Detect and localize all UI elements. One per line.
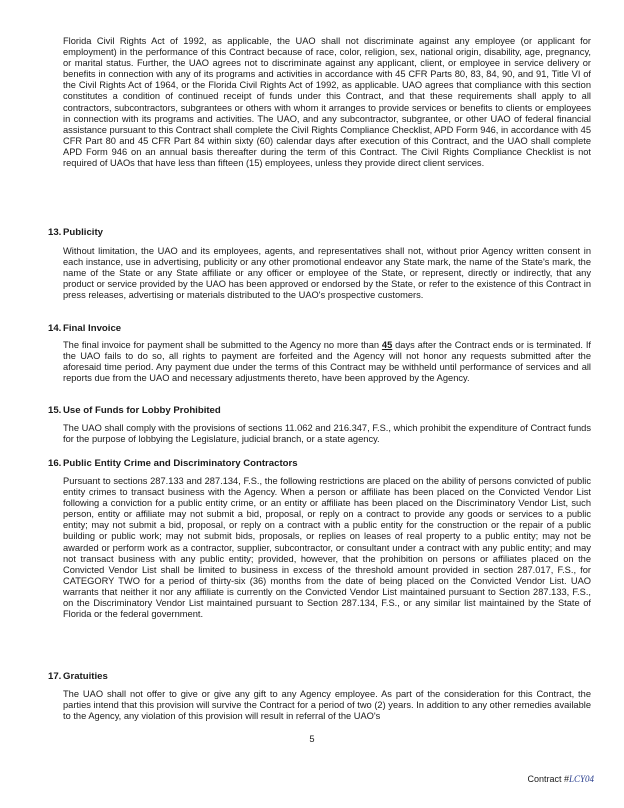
lobby-funds-paragraph: The UAO shall comply with the provisions of sections 11.062 and 216.347, F.S., which prohibit the expenditure of Contract funds for the purpose of lobbying the Legislature, judicial branch, or a state agency.: [63, 423, 591, 445]
section-number: 16.: [48, 458, 62, 469]
section-title: Public Entity Crime and Discriminatory Contractors: [63, 458, 298, 469]
public-entity-crime-paragraph: Pursuant to sections 287.133 and 287.134, F.S., the following restrictions are placed on the ability of persons convicted of public entity crimes to transact business with the Agency. When a person or affiliate has been placed on the Convicted Vendor List following a conviction for a public entity crime, or an entity or affiliate has been placed on the Discriminatory Vendor List, such person, entity or affiliate may not submit a bid, proposal, or reply on a contract to provide any goods or services to a public entity; may not submit a bid, proposal, or reply on a contract with a public entity for the construction or the repair of a public building or public work; may not submit bids, proposals, or replies on leases of real property to a public entity; may not be awarded or perform work as a contractor, supplier, subcontractor, or consultant under a contract with any public entity; and may not transact business with any public entity; provided, however, that the prohibition on persons or affiliates placed on the Convicted Vendor List shall be limited to business in excess of the threshold amount provided in section 287.017, F.S., for CATEGORY TWO for a period of thirty-six (36) months from the date of being placed on the Convicted Vendor List. UAO warrants that neither it nor any affiliate is currently on the Convicted Vendor List maintained pursuant to Section 287.133, F.S., on the Discriminatory Vendor List maintained pursuant to Section 287.134, F.S., or any similar list maintained by the State of Florida or the federal government.: [63, 476, 591, 620]
section-heading-public-entity-crime: [48, 458, 298, 469]
contract-number: [527, 774, 594, 784]
intro-paragraph: Florida Civil Rights Act of 1992, as applicable, the UAO shall not discriminate against any employee (or applicant for employment) in the performance of this Contract because of race, color, religion, sex, national origin, disability, age, pregnancy, or marital status. Further, the UAO agrees not to discriminate against any applicant, client, or employee in service delivery or benefits in connection with any of its programs and activities in accordance with 45 CFR Parts 80, 83, 84, 90, and 91, Title VI of the Civil Rights Act of 1964, or the Florida Civil Rights Act of 1992, as applicable. UAO agrees that compliance with this section constitutes a condition of continued receipt of funds under this Contract, and that these requirements shall apply to all contractors, subcontractors, subgrantees or others with whom it arranges to provide services or benefits to clients or employees in connection with its programs and activities. The UAO, and any subcontractor, subgrantee, or other UAO of federal financial assistance pursuant to this Contract shall complete the Civil Rights Compliance Checklist, APD Form 946, in accordance with 45 CFR Part 80 and 45 CFR Part 84 within sixty (60) calendar days after execution of this Contract, and the UAO shall complete APD Form 946 on an annual basis thereafter during the term of this Contract. The Civil Rights Compliance Checklist is not required of UAOs that have less than fifteen (15) employees, unless they provide direct client services.: [63, 36, 591, 169]
final-invoice-days: 45: [381, 340, 393, 350]
page-number: 5: [309, 734, 315, 744]
gratuities-paragraph: The UAO shall not offer to give or give any gift to any Agency employee. As part of the consideration for this Contract, the parties intend that this provision will survive the Contract for a period of two (2) years. In addition to any other remedies available to the Agency, any violation of this provision will result in referral of the UAO's: [63, 689, 591, 722]
section-number: 15.: [48, 405, 62, 416]
section-title: Publicity: [63, 227, 103, 238]
final-invoice-text-before: The final invoice for payment shall be submitted to the Agency no more than: [63, 340, 382, 350]
section-heading-lobby-funds: [48, 405, 221, 416]
contract-label: Contract #: [527, 774, 569, 784]
section-number: 13.: [48, 227, 62, 238]
section-number: 14.: [48, 323, 62, 334]
section-title: Gratuities: [63, 671, 108, 682]
publicity-paragraph: Without limitation, the UAO and its employees, agents, and representatives shall not, without prior Agency written consent in each instance, use in advertising, publicity or any other promotional endeavor any State mark, the name of the State's mark, the name of the State or any State affiliate or any officer or employee of the State, or represent, directly or indirectly, that any product or service provided by the UAO has been approved or endorsed by the State, or refer to the existence of this Contract in press releases, advertising or materials distributed to the UAO's prospective customers.: [63, 246, 591, 301]
section-title: Final Invoice: [63, 323, 122, 334]
contract-id: LCY04: [568, 774, 594, 784]
section-heading-final-invoice: [48, 323, 121, 334]
section-heading-gratuities: [48, 671, 108, 682]
final-invoice-text-after: days after the Contract ends or is terminated. If the UAO fails to do so, all rights to payment are forfeited and the Agency will not honor any requests submitted after the aforesaid time period. Any payment due under the terms of this Contract may be withheld until performance of services and all reports due from the UAO and necessary adjustments thereto, have been approved by the Agency.: [63, 340, 591, 384]
section-number: 17.: [48, 671, 62, 682]
section-title: Use of Funds for Lobby Prohibited: [63, 405, 221, 416]
section-heading-publicity: [48, 227, 103, 238]
final-invoice-paragraph: [63, 340, 591, 384]
